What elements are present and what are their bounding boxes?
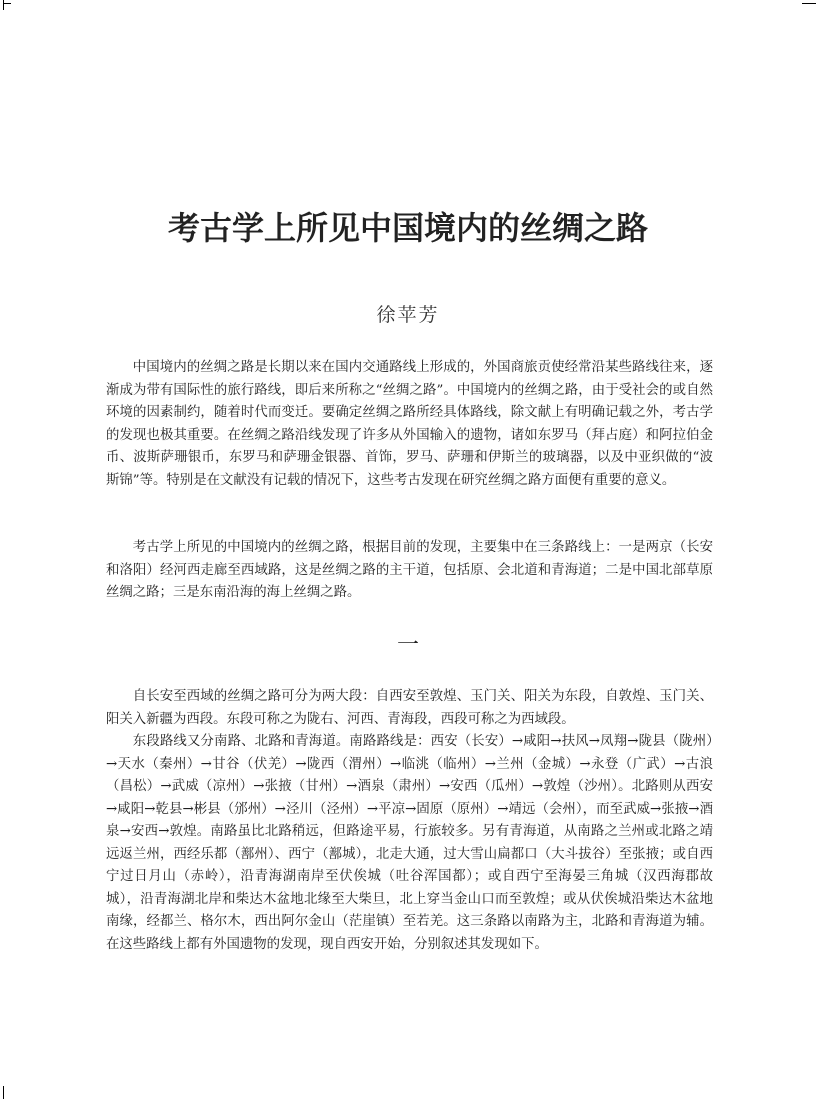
crop-mark-top-right-h <box>802 3 816 4</box>
section-heading: 一 <box>396 633 419 658</box>
crop-mark-bottom-left-v <box>3 1086 4 1099</box>
intro-paragraph-2: 考古学上所见的中国境内的丝绸之路，根据目前的发现，主要集中在三条路线上：一是两京（长安和洛阳）经河西走廊至西域路，这是丝绸之路的主干道，包括原、会北道和青海道；二是中国北部草原丝绸之路；三是东南沿海的海上丝绸之路。 <box>106 540 713 600</box>
crop-mark-top-left-h <box>3 3 11 4</box>
section-paragraph-2: 东段路线又分南路、北路和青海道。南路路线是：西安（长安）→咸阳→扶风→凤翔→陇县（陇州）→天水（秦州）→甘谷（伏羌）→陇西（渭州）→临洮（临州）→兰州（金城）→永登（广武）→古浪（昌松）→武威（凉州）→张掖（甘州）→酒泉（肃州）→安西（瓜州）→敦煌（沙州）。北路则从西安→咸阳→乾县→彬县（邠州）→泾川（泾州）→平凉→固原（原州）→靖远（会州），而至武威→张掖→酒泉→安西→敦煌。南路虽比北路稍远，但路途平易，行旅较多。另有青海道，从南路之兰州或北路之靖远返兰州，西经乐都（鄯州）、西宁（鄯城），北走大通，过大雪山扁都口（大斗拔谷）至张掖；或自西宁过日月山（赤岭），沿青海湖南岸至伏俟城（吐谷浑国都）；或自西宁至海晏三角城（汉西海郡故城），沿青海湖北岸和柴达木盆地北缘至大柴旦，北上穿当金山口而至敦煌；或从伏俟城沿柴达木盆地南缘，经都兰、格尔木，西出阿尔金山（茫崖镇）至若羌。这三条路以南路为主，北路和青海道为辅。在这些路线上都有外国遗物的发现，现自西安开始，分别叙述其发现如下。 <box>106 734 713 952</box>
intro-paragraph-1: 中国境内的丝绸之路是长期以来在国内交通路线上形成的，外国商旅贡使经常沿某些路线往来，逐渐成为带有国际性的旅行路线，即后来所称之“丝绸之路”。中国境内的丝绸之路，由于受社会的或自然环境的因素制约，随着时代而变迁。要确定丝绸之路所经具体路线，除文献上有明确记载之外，考古学的发现也极其重要。在丝绸之路沿线发现了许多从外国输入的遗物，诸如东罗马（拜占庭）和阿拉伯金币、波斯萨珊银币，东罗马和萨珊金银器、首饰，罗马、萨珊和伊斯兰的玻璃器，以及中亚织做的“波斯锦”等。特别是在文献没有记载的情况下，这些考古发现在研究丝绸之路方面便有重要的意义。 <box>106 360 713 488</box>
section-paragraph-1: 自长安至西域的丝绸之路可分为两大段：自西安至敦煌、玉门关、阳关为东段，自敦煌、玉门关、阳关入新疆为西段。东段可称之为陇右、河西、青海段，西段可称之为西域段。 <box>106 689 713 727</box>
crop-mark-top-left-v <box>3 0 4 10</box>
author-name: 徐苹芳 <box>376 304 440 326</box>
page-title: 考古学上所见中国境内的丝绸之路 <box>167 209 648 247</box>
